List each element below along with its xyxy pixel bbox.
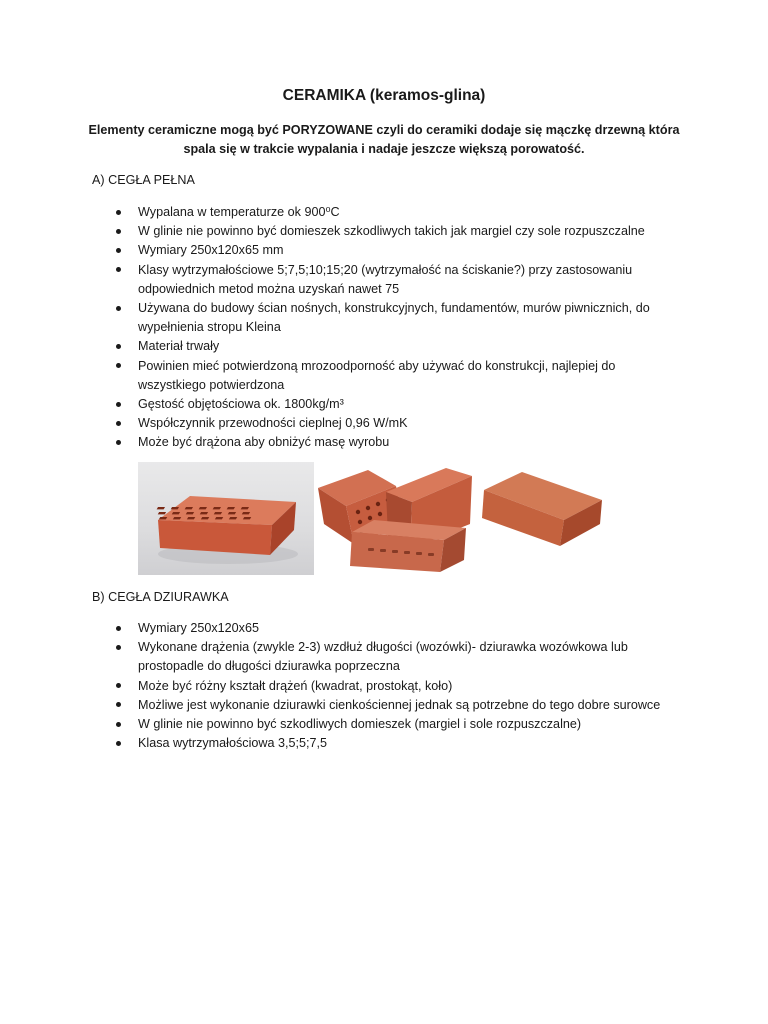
list-item: Klasa wytrzymałościowa 3,5;5;7,5: [106, 734, 686, 753]
bullet-icon: [116, 645, 121, 650]
bullet-icon: [116, 363, 121, 368]
list-item: Materiał trwały: [106, 337, 686, 356]
list-item: Używana do budowy ścian nośnych, konstrukcyjnych, fundamentów, murów piwnicznich, do wypełnienia stropu Kleina: [106, 299, 686, 337]
perforated-brick-image: [138, 462, 314, 575]
page-title: CERAMIKA (keramos-glina): [282, 87, 486, 104]
list-item: Może być różny kształt drążeń (kwadrat, prostokąt, koło): [106, 677, 686, 696]
list-item: Możliwe jest wykonanie dziurawki cienkościennej jednak są potrzebne do tego dobre surowce: [106, 696, 686, 715]
bullet-icon: [116, 267, 121, 272]
list-item: Wypalana w temperaturze ok 900⁰C: [106, 203, 686, 222]
bullet-icon: [116, 306, 121, 311]
bullet-icon: [116, 702, 121, 707]
list-item: W glinie nie powinno być domieszek szkodliwych takich jak margiel czy sole rozpuszczalne: [106, 222, 686, 241]
bullet-icon: [116, 626, 121, 631]
section-b-heading: B) CEGŁA DZIURAWKA: [92, 590, 229, 604]
bullet-icon: [116, 210, 121, 215]
perforated-brick-photo: [138, 462, 314, 575]
list-item: Współczynnik przewodności cieplnej 0,96 W/mK: [106, 414, 686, 433]
list-item: Wymiary 250x120x65: [106, 619, 686, 638]
intro-paragraph: Elementy ceramiczne mogą być PORYZOWANE czyli do ceramiki dodaje się mączkę drzewną która spala się w trakcie wypalania i nadaje jeszcze większą porowatość.: [88, 123, 680, 156]
bullet-icon: [116, 440, 121, 445]
brick-group-photo: [316, 462, 606, 575]
bullet-icon: [116, 683, 121, 688]
list-item: Może być drążona aby obniżyć masę wyrobu: [106, 433, 686, 452]
bullet-icon: [116, 229, 121, 234]
list-item: Wymiary 250x120x65 mm: [106, 241, 686, 260]
section-a-heading: A) CEGŁA PEŁNA: [92, 173, 195, 187]
bullet-icon: [116, 741, 121, 746]
bullet-icon: [116, 722, 121, 727]
list-item: Gęstość objętościowa ok. 1800kg/m³: [106, 395, 686, 414]
list-item: Powinien mieć potwierdzoną mrozoodporność aby używać do konstrukcji, najlepiej do wszystkiego potwierdzona: [106, 357, 686, 395]
section-b-list: [106, 619, 686, 753]
bullet-icon: [116, 402, 121, 407]
bullet-icon: [116, 248, 121, 253]
list-item: W glinie nie powinno być szkodliwych domieszek (margiel i sole rozpuszczalne): [106, 715, 686, 734]
section-a-list: [106, 203, 686, 453]
bullet-icon: [116, 421, 121, 426]
brick-group-image: [316, 462, 606, 575]
list-item: Wykonane drążenia (zwykle 2-3) wzdłuż długości (wozówki)- dziurawka wozówkowa lub prostopadle do długości dziurawka poprzeczna: [106, 638, 686, 676]
bullet-icon: [116, 344, 121, 349]
list-item: Klasy wytrzymałościowe 5;7,5;10;15;20 (wytrzymałość na ściskanie?) przy zastosowaniu odpowiednich metod można uzyskań nawet 75: [106, 261, 686, 299]
